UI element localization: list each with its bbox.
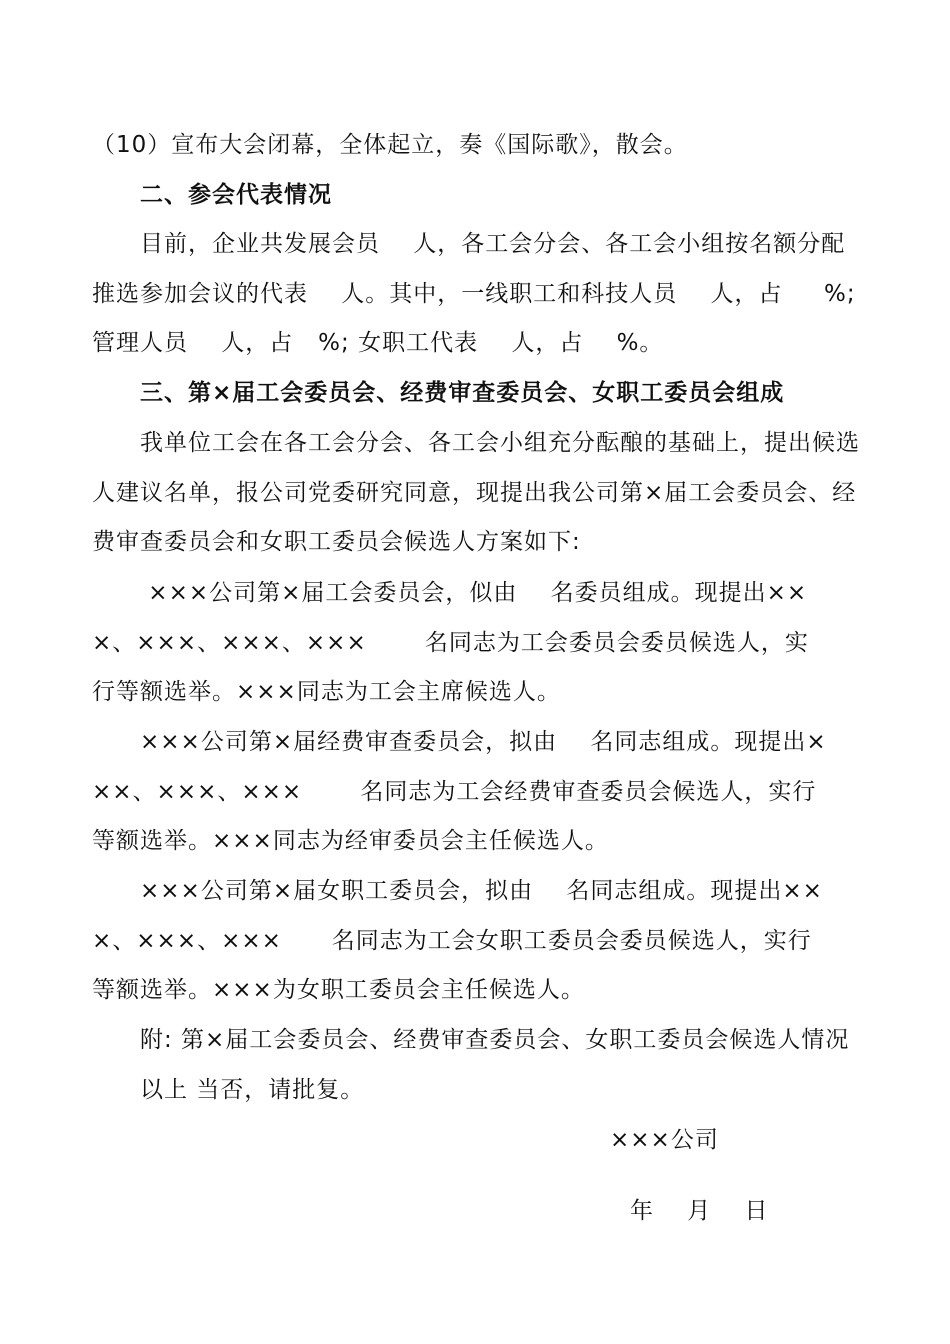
paragraph-line: 推选参加会议的代表 人。其中，一线职工和科技人员 人，占 %;: [92, 281, 856, 307]
paragraph-line: 我单位工会在各工会分会、各工会小组充分酝酿的基础上，提出候选: [140, 430, 860, 456]
attachment-note: 附: 第×届工会委员会、经费审查委员会、女职工委员会候选人情况: [140, 1027, 850, 1053]
paragraph-line: 目前，企业共发展会员 人，各工会分会、各工会小组按名额分配: [140, 231, 846, 257]
signature-company: ×××公司: [610, 1127, 719, 1153]
section-heading-delegates: 二、参会代表情况: [140, 182, 332, 208]
paragraph-line: 费审查委员会和女职工委员会候选人方案如下:: [92, 529, 581, 555]
paragraph-line: 管理人员 人，占 %; 女职工代表 人，占 %。: [92, 330, 664, 356]
paragraph-line: 等额选举。×××同志为经审委员会主任候选人。: [92, 828, 609, 854]
paragraph-line: ×××公司第×届女职工委员会，拟由 名同志组成。现提出××: [140, 878, 823, 904]
paragraph-line: 人建议名单，报公司党委研究同意，现提出我公司第×届工会委员会、经: [92, 480, 857, 506]
section-heading-committees: 三、第×届工会委员会、经费审查委员会、女职工委员会组成: [140, 380, 785, 406]
paragraph-line: ×××公司第×届经费审查委员会，拟由 名同志组成。现提出×: [140, 729, 827, 755]
paragraph-line: ××、×××、××× 名同志为工会经费审查委员会候选人，实行: [92, 779, 817, 805]
paragraph-line: 等额选举。×××为女职工委员会主任候选人。: [92, 977, 585, 1003]
closing-request: 以上 当否，请批复。: [140, 1077, 365, 1103]
paragraph-line: ×××公司第×届工会委员会，似由 名委员组成。现提出××: [140, 580, 808, 606]
closing-item-line: （10）宣布大会闭幕，全体起立，奏《国际歌》，散会。: [92, 132, 688, 158]
signature-date: 年 月 日: [630, 1198, 769, 1224]
paragraph-line: ×、×××、××× 名同志为工会女职工委员会委员候选人，实行: [92, 928, 812, 954]
paragraph-line: 行等额选举。×××同志为工会主席候选人。: [92, 679, 561, 705]
paragraph-line: ×、×××、×××、××× 名同志为工会委员会委员候选人，实: [92, 630, 809, 656]
